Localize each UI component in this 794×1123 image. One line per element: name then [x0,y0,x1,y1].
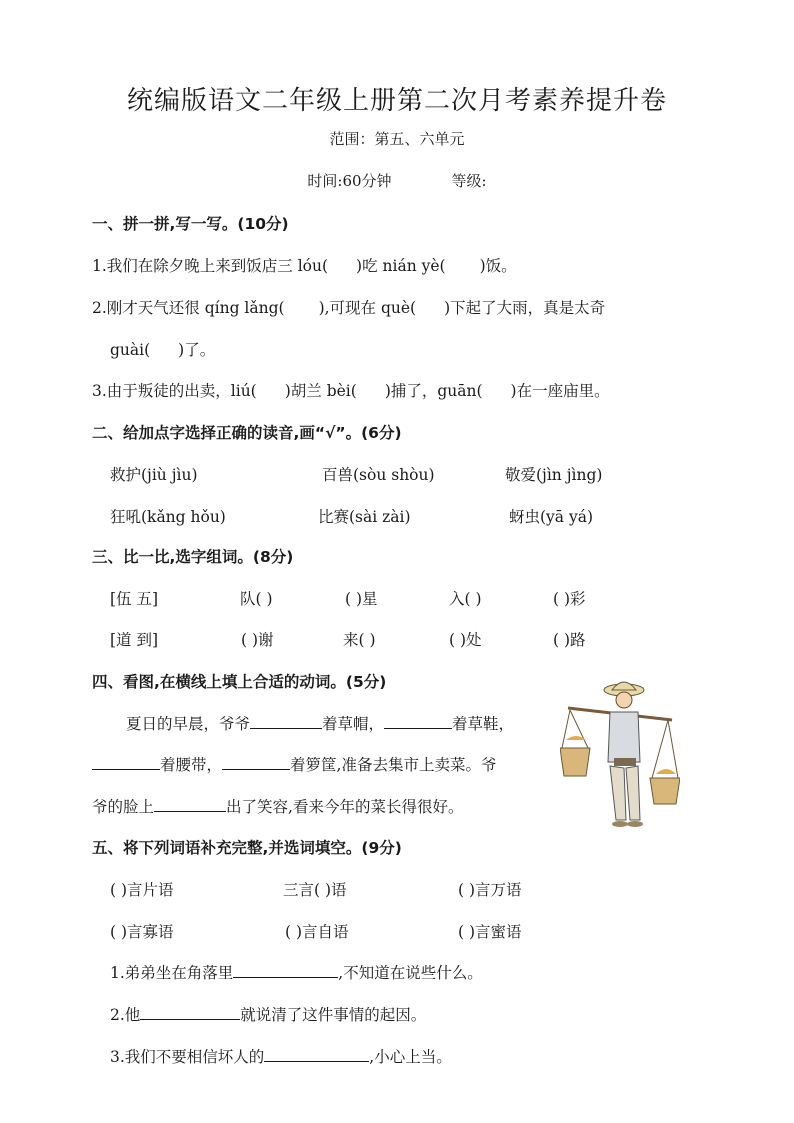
page-title: 统编版语文二年级上册第二次月考素养提升卷 [126,86,667,116]
word-blank[interactable]: 入( ) [449,590,482,608]
fill-line[interactable] [233,961,338,978]
s1-question-2-cont [110,338,215,360]
s5-text: 3.我们不要相信坏人的 [110,1048,265,1066]
section4-heading: 四、看图,在横线上填上合适的动词。(5分) [92,673,387,691]
s1-q2-text-d: guài( [110,341,151,359]
s5-text: 1.弟弟坐在角落里 [110,964,234,982]
s4-text: 夏日的早晨，爷爷 [126,715,251,733]
idiom-blank[interactable]: ( )言自语 [285,923,349,941]
section2-heading: 二、给加点字选择正确的读音,画“√”。(6分) [92,424,402,442]
s1-q1-text-c: )饭。 [479,257,517,275]
word-blank[interactable]: ( )谢 [241,631,274,649]
s1-question-2 [92,296,605,318]
word-blank[interactable]: 来( ) [343,631,376,649]
s5-question-2 [110,1003,426,1025]
s5-question-3 [110,1045,452,1067]
s5-text: 2.他 [110,1006,141,1024]
s1-question-1 [92,254,517,276]
char-pair: [道 到] [110,631,159,649]
time-label: 时间:60分钟 [307,172,392,190]
s1-q2-text-e: )了。 [178,341,216,359]
fill-line[interactable] [250,712,322,729]
fill-line[interactable] [92,753,160,770]
pinyin-choice-item[interactable]: 比赛(sài zài) [318,508,411,526]
s1-q1-text-a: 1.我们在除夕晚上来到饭店三 lóu( [92,257,329,275]
char-pair: [伍 五] [110,590,159,608]
idiom-blank[interactable]: ( )言寡语 [110,923,174,941]
s4-line-1 [126,712,514,734]
pinyin-choice-item[interactable]: 救护(jiù jìu) [110,466,198,484]
grandpa-carrying-baskets-illustration [560,670,680,840]
s1-q1-text-b: )吃 nián yè( [356,257,446,275]
s1-q2-text-c: )下起了大雨，真是太奇 [444,299,606,317]
s1-q3-text-c: )捕了，guān( [384,382,483,400]
s5-text: ,不知道在说些什么。 [338,964,483,982]
s1-q3-text-b: )胡兰 bèi( [284,382,357,400]
fill-line[interactable] [222,753,290,770]
idiom-blank[interactable]: 三言( )语 [283,881,347,899]
s4-text: 着腰带， [160,756,223,774]
s1-q3-text-d: )在一座庙里。 [510,382,610,400]
fill-line[interactable] [140,1003,240,1020]
s5-text: ,小心上当。 [369,1048,452,1066]
word-blank[interactable]: ( )处 [449,631,482,649]
s1-question-3 [92,379,610,401]
s4-text: 着草帽， [322,715,385,733]
time-grade-line [0,170,794,191]
grade-label: 等级: [451,172,487,190]
word-blank[interactable]: ( )彩 [553,590,586,608]
s4-line-2 [92,753,496,775]
word-blank[interactable]: 队( ) [240,590,273,608]
pinyin-choice-item[interactable]: 蚜虫(yā yá) [509,508,594,526]
s1-q2-text-b: ),可现在 què( [318,299,417,317]
word-blank[interactable]: ( )星 [345,590,378,608]
scope-line: 范围：第五、六单元 [329,130,465,148]
section1-heading: 一、拼一拼,写一写。(10分) [92,215,289,233]
s5-text: 就说清了这件事情的起因。 [240,1006,427,1024]
s4-text: 爷的脸上 [92,798,155,816]
s1-q3-text-a: 3.由于叛徒的出卖，liú( [92,382,257,400]
idiom-blank[interactable]: ( )言蜜语 [458,923,522,941]
s4-text: 着箩筐,准备去集市上卖菜。爷 [290,756,497,774]
idiom-blank[interactable]: ( )言片语 [110,881,174,899]
section5-heading: 五、将下列词语补充完整,并选词填空。(9分) [92,839,402,857]
fill-line[interactable] [384,712,452,729]
pinyin-choice-item[interactable]: 百兽(sòu shòu) [322,466,435,484]
s5-question-1 [110,961,483,983]
s4-text: 着草鞋， [452,715,515,733]
word-blank[interactable]: ( )路 [553,631,586,649]
section3-heading: 三、比一比,选字组词。(8分) [92,548,294,566]
idiom-blank[interactable]: ( )言万语 [458,881,522,899]
s4-line-3 [92,795,463,817]
fill-line[interactable] [154,795,226,812]
fill-line[interactable] [264,1045,369,1062]
s4-text: 出了笑容,看来今年的菜长得很好。 [226,798,464,816]
pinyin-choice-item[interactable]: 狂吼(kǎng hǒu) [110,508,226,526]
pinyin-choice-item[interactable]: 敬爱(jìn jìng) [505,466,603,484]
s1-q2-text-a: 2.刚才天气还很 qíng lǎng( [92,299,285,317]
